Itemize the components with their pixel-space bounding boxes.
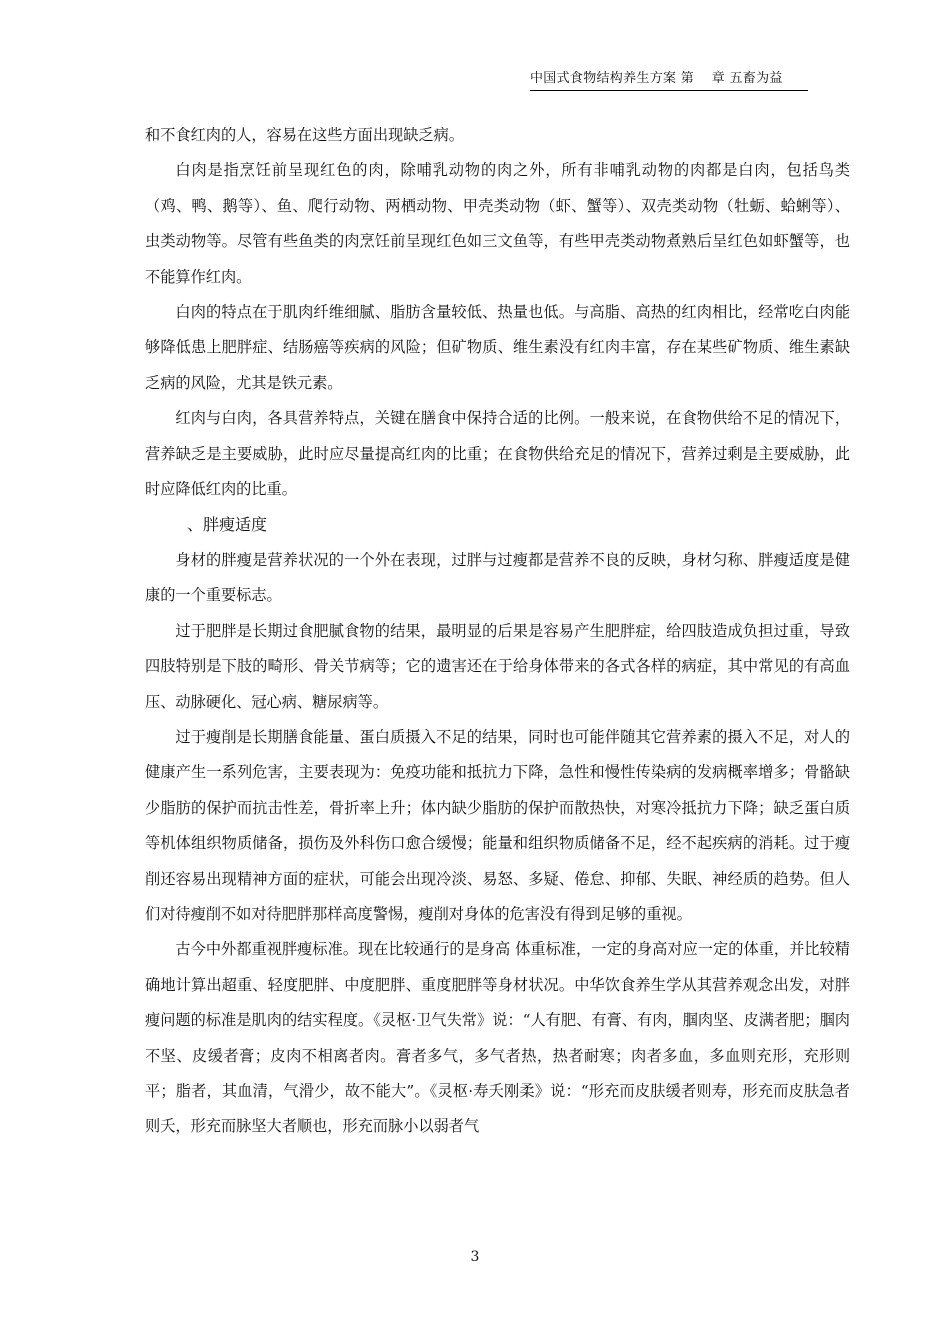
running-header: 中国式食物结构养生方案 第 章 五畜为益 — [530, 70, 808, 91]
paragraph-body-shape: 身材的胖瘦是营养状况的一个外在表现，过胖与过瘦都是营养不良的反映，身材匀称、胖瘦适度是健康的一个重要标志。 — [145, 550, 850, 605]
paragraph-white-meat-definition: 白肉是指烹饪前呈现红色的肉，除哺乳动物的肉之外，所有非哺乳动物的肉都是白肉，包括鸟类（鸡、鸭、鹅等）、鱼、爬行动物、两栖动物、甲壳类动物（虾、蟹等）、双壳类动物（牡蛎、蛤蜊等）、虫类动物等。尽管有些鱼类的肉烹饪前呈现红色如三文鱼等，有些甲壳类动物煮熟后呈红色如虾蟹等，也不能算作红肉。 — [145, 161, 850, 286]
paragraph-obesity: 过于肥胖是长期过食肥腻食物的结果，最明显的后果是容易产生肥胖症，给四肢造成负担过重，导致四肢特别是下肢的畸形、骨关节病等；它的遗害还在于给身体带来的各式各样的病症，其中常见的有高血压、动脉硬化、冠心病、糖尿病等。 — [145, 621, 850, 711]
paragraph-thinness: 过于瘦削是长期膳食能量、蛋白质摄入不足的结果，同时也可能伴随其它营养素的摄入不足，对人的健康产生一系列危害，主要表现为：免疫功能和抵抗力下降，急性和慢性传染病的发病概率增多；骨骼缺少脂肪的保护而抗击性差，骨折率上升；体内缺少脂肪的保护而散热快，对寒冷抵抗力下降；缺乏蛋白质等机体组织物质储备，损伤及外科伤口愈合缓慢；能量和组织物质储备不足，经不起疾病的消耗。过于瘦削还容易出现精神方面的症状，可能会出现冷淡、易怒、多疑、倦怠、抑郁、失眠、神经质的趋势。但人们对待瘦削不如对待肥胖那样高度警惕，瘦削对身体的危害没有得到足够的重视。 — [145, 727, 850, 923]
paragraph-continuation: 和不食红肉的人，容易在这些方面出现缺乏病。 — [145, 126, 464, 144]
paragraph-red-white-balance: 红肉与白肉，各具营养特点，关键在膳食中保持合适的比例。一般来说，在食物供给不足的情况下，营养缺乏是主要威胁，此时应尽量提高红肉的比重；在食物供给充足的情况下，营养过剩是主要威胁，此时应降低红肉的比重。 — [145, 409, 850, 499]
paragraph-white-meat-features: 白肉的特点在于肌肉纤维细腻、脂肪含量较低、热量也低。与高脂、高热的红肉相比，经常吃白肉能够降低患上肥胖症、结肠癌等疾病的风险；但矿物质、维生素没有红肉丰富，存在某些矿物质、维生素缺乏病的风险，尤其是铁元素。 — [145, 303, 850, 392]
page-body — [145, 118, 850, 1145]
paragraph-standards: 古今中外都重视胖瘦标准。现在比较通行的是身高 体重标准，一定的身高对应一定的体重，并比较精确地计算出超重、轻度肥胖、中度肥胖、重度肥胖等身材状况。中华饮食养生学从其营养观念出发，对胖瘦问题的标准是肌肉的结实程度。《灵枢·卫气失常》说：“人有肥、有膏、有肉，腘肉坚、皮满者肥；腘肉不坚、皮缓者膏；皮肉不相离者肉。膏者多气，多气者热，热者耐寒；肉者多血，多血则充形，充形则平；脂者，其血清，气滑少，故不能大”。《灵枢·寿夭刚柔》说：“形充而皮肤缓者则寿，形充而皮肤急者则夭，形充而脉坚大者顺也，形充而脉小以弱者气 — [145, 940, 850, 1136]
page-number: 3 — [470, 1249, 480, 1265]
section-heading: 、胖瘦适度 — [187, 515, 268, 535]
